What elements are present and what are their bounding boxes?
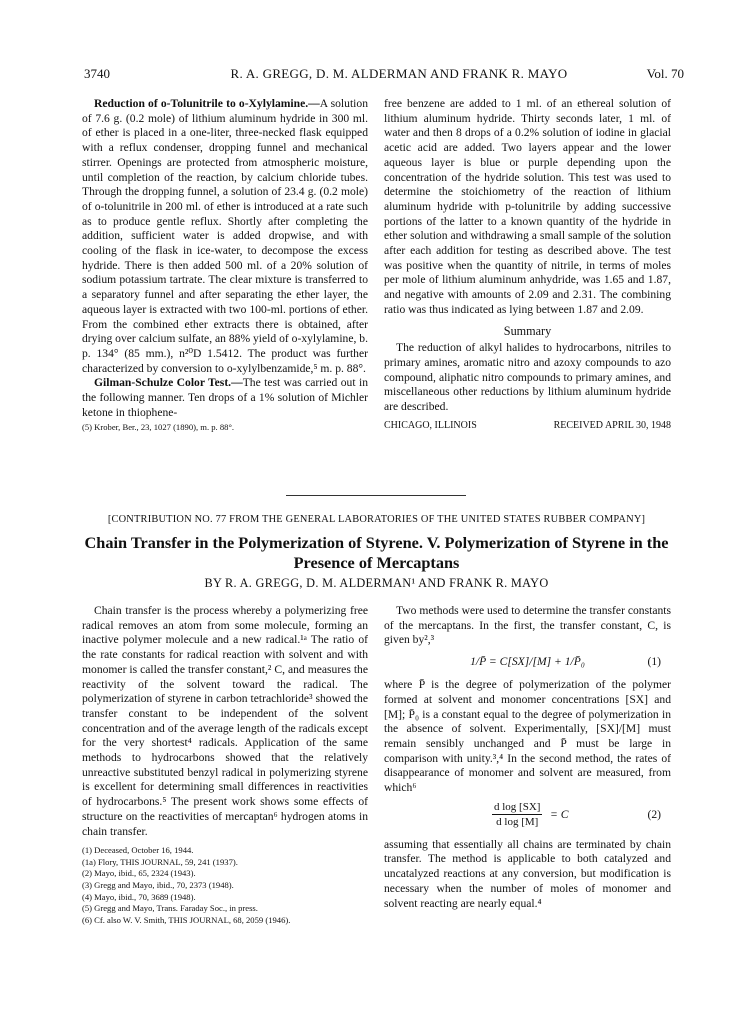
location: CHICAGO, ILLINOIS — [384, 419, 477, 431]
section-heading-reduction: Reduction of o-Tolunitrile to o-Xylylamine.— — [94, 97, 320, 110]
footnote-item: (2) Mayo, ibid., 65, 2324 (1943). — [82, 868, 196, 879]
signature-line — [384, 417, 671, 433]
summary-heading: Summary — [503, 323, 552, 338]
definitions-paragraph: where P̄ is the degree of polymerization of the polymer formed at solvent and monomer concentrations [SX] and [M]; P̄₀ is a constant equal to the degree of polymerization in the absence of solvent. Experimentally, [SX]/[M] must remain sensibly unchanged and P̄ must be large in comparison with unity.³,⁴ In the second method, the rates of disappearance of monomer and solvent are measured, from which⁶ — [384, 678, 671, 795]
running-authors: R. A. GREGG, D. M. ALDERMAN AND FRANK R. MAYO — [230, 66, 568, 81]
equation-2-numerator: d log [SX] — [492, 800, 542, 816]
section-heading-color-test: Gilman-Schulze Color Test.— — [94, 376, 243, 390]
paragraph-reduction — [82, 97, 368, 376]
article-title: Chain Transfer in the Polymerization of Styrene. V. Polymerization of Styrene in the Presence of Mercaptans — [84, 533, 669, 572]
byline: BY R. A. GREGG, D. M. ALDERMAN¹ AND FRANK R. MAYO — [204, 576, 549, 590]
lower-right-column — [384, 604, 671, 911]
running-header — [84, 66, 684, 84]
received-date: RECEIVED APRIL 30, 1948 — [553, 419, 671, 431]
paragraph-continued: free benzene are added to 1 ml. of an ethereal solution of lithium aluminum hydride. Thirty seconds later, 1 ml. of water and then 8 drops of a 0.2% solution of iodine in glacial acetic acid are added. Two layers appear and the lower aqueous layer is blue or purple depending upon the concentration of the hydride solution. This test was used to determine the stoichiometry of the reaction of lithium aluminum hydride with p-tolunitrile by adding successive portions of the latter to a known quantity of the hydride in ether solution and withdrawing a small sample of the solution after each addition for testing as described above. The test was positive when the quantity of nitrile, in terms of moles per mole of lithium aluminum anhydride, was 1.65 and 1.87, and negative with amounts of 2.09 and 2.31. The combining ratio was thus indicated as lying between 1.87 and 2.09. — [384, 97, 671, 316]
lower-left-column — [82, 604, 368, 926]
footnote-item: (4) Mayo, ibid., 70, 3689 (1948). — [82, 891, 196, 902]
equation-1-number: (1) — [647, 655, 661, 669]
equation-2 — [384, 800, 671, 834]
footnote-item: (5) Gregg and Mayo, Trans. Faraday Soc., in press. — [82, 903, 258, 914]
paragraph-color-test-text: The test was carried out in the following manner. Ten drops of a 1% solution of Michler ketone in thiophene- — [82, 376, 368, 419]
equation-1 — [384, 652, 671, 674]
equation-2-rhs: = C — [550, 807, 569, 821]
equation-2-fraction — [492, 800, 542, 830]
section-divider — [286, 495, 466, 496]
paragraph-color-test — [82, 376, 368, 420]
upper-left-column — [82, 97, 368, 434]
contribution-line: [CONTRIBUTION NO. 77 FROM THE GENERAL LABORATORIES OF THE UNITED STATES RUBBER COMPANY] — [107, 514, 646, 525]
footnote-item: (1) Deceased, October 16, 1944. — [82, 845, 194, 856]
footnote-5: (5) Krober, Ber., 23, 1027 (1890), m. p. 88°. — [82, 422, 235, 433]
methods-paragraph: Two methods were used to determine the transfer constants of the mercaptans. In the first, the transfer constant, C, is given by²,³ — [384, 604, 671, 647]
footnote-item: (1a) Flory, THIS JOURNAL, 59, 241 (1937). — [82, 856, 238, 867]
closing-paragraph: assuming that essentially all chains are terminated by chain transfer. The method is applicable to both catalyzed and uncatalyzed reactions at any conversion, but modification is necessary when the number of moles of monomer and solvent reacting are nearly equal.⁴ — [384, 837, 671, 910]
footnote-item: (3) Gregg and Mayo, ibid., 70, 2373 (1948). — [82, 880, 234, 891]
footnote-item: (6) Cf. also W. V. Smith, THIS JOURNAL, 68, 2059 (1946). — [82, 914, 291, 925]
paragraph-reduction-text: A solution of 7.6 g. (0.2 mole) of lithium aluminum hydride in 300 ml. of ether is placed in a one-liter, three-necked flask equipped with a reflux condenser, dropping funnel and mechanical stirrer. Openings are protected from atmospheric moisture, until completion of the reaction, by calcium chloride tubes. Through the dropping funnel, a solution of 23.4 g. (0.2 mole) of o-tolunitrile in 200 ml. of ether is introduced at a rate such as to produce gentle reflux. Shortly after completing the addition, sufficient water is added dropwise, and with cooling of the flask in ice-water, to decompose the excess hydride. There is then added 500 ml. of a 20% solution of sodium potassium tartrate. The clear mixture is transferred to a separatory funnel and after separating the ether layer, the aqueous layer is extracted with two 100-ml. portions of ether. From the combined ether extracts there is obtained, after drying over calcium sulfate, an 88% yield of o-xylylamine, b. p. 134° (85 mm.), n²⁰D 1.5412. The product was further characterized by conversion to o-xylylbenzamide,⁵ m. p. 88°. — [82, 97, 368, 375]
page-number: 3740 — [84, 66, 110, 81]
volume-label: Vol. 70 — [646, 66, 684, 81]
equation-1-body: 1/P̄ = C[SX]/[M] + 1/P̄₀ — [470, 655, 585, 669]
equation-2-denominator: d log [M] — [496, 816, 539, 829]
footnotes — [82, 845, 368, 926]
summary-text: The reduction of alkyl halides to hydrocarbons, nitriles to primary amines, aromatic nitro and azoxy compounds to azo compound, aliphatic nitro compounds to primary amines, and miscellaneous other reductions by lithium aluminum hydride are described. — [384, 341, 671, 414]
equation-2-number: (2) — [647, 807, 661, 821]
intro-paragraph: Chain transfer is the process whereby a polymerizing free radical removes an atom from some molecule, forming an inactive polymer molecule and a new radical.¹ᵃ The ratio of the rate constants for radical reaction with solvent and with monomer is called the transfer constant,² C, and measures the reactivity of the solvent toward the radical. The polymerization of styrene in carbon tetrachloride³ showed the transfer constant to be independent of the solvent concentration and of the average length of the radicals except for the very shortest⁴ radicals. Application of the same methods to hydrocarbons showed that the relatively unreactive substituted benzyl radical in polymerizing styrene is excellent for determining small differences in reactivities of hydrocarbons.⁵ The present work shows some effects of structure on the reactivities of mercaptan⁶ hydrogen atoms in chain transfer. — [82, 604, 368, 838]
upper-right-column — [384, 97, 671, 433]
